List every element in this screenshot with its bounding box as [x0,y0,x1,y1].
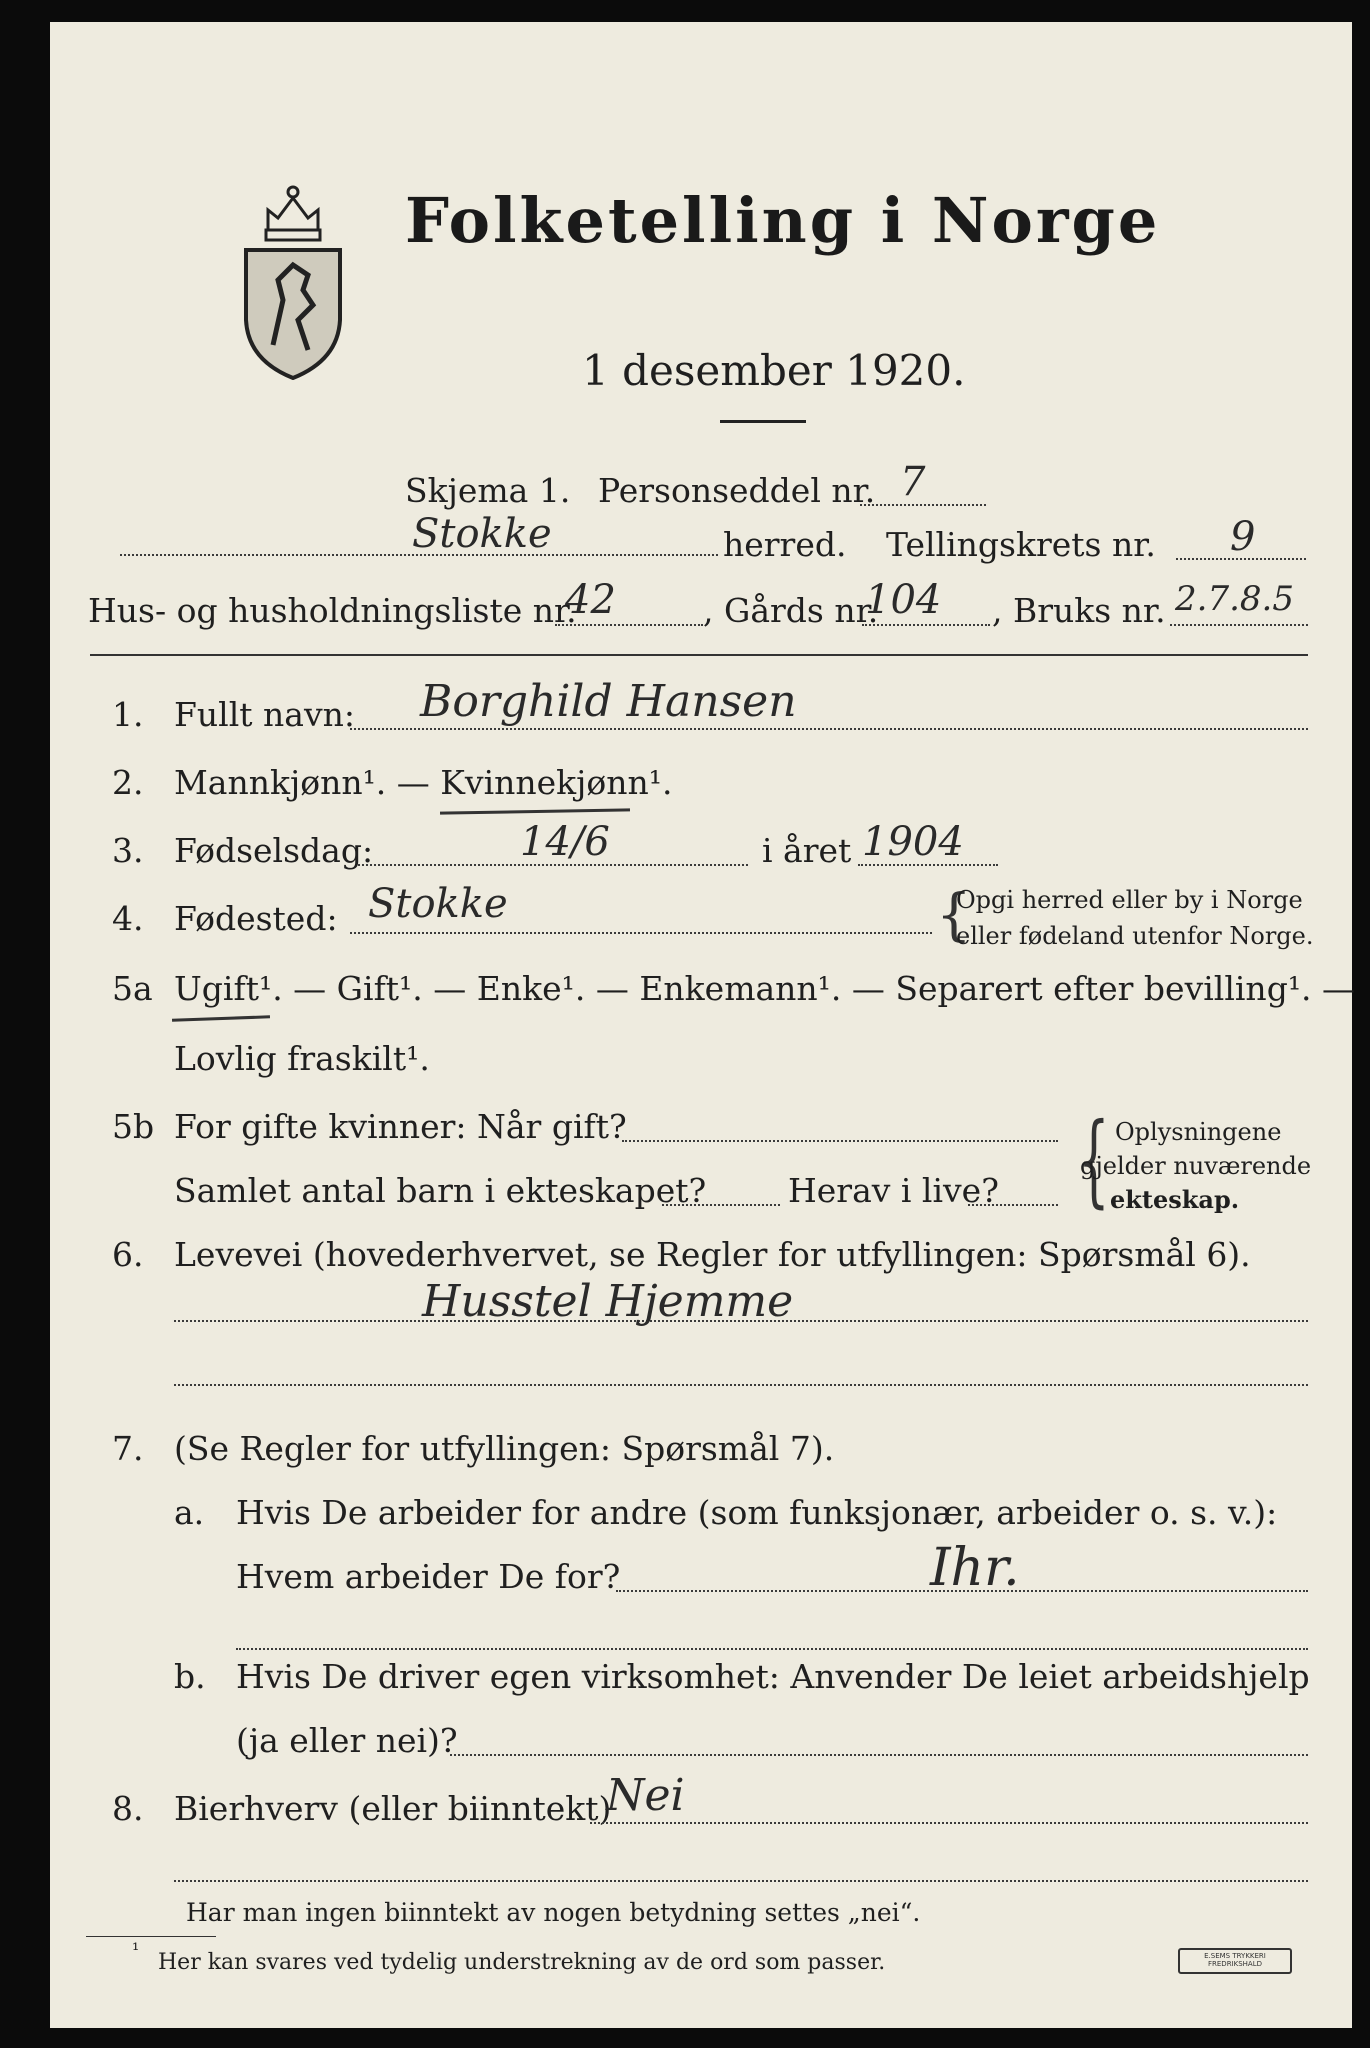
q2-number: 2. [112,763,144,802]
norwegian-coat-of-arms-icon [238,180,348,380]
q3-label: Fødselsdag: [174,831,374,870]
gards-value: 104 [865,577,942,623]
q4-note-line2: eller fødeland utenfor Norge. [956,922,1314,950]
q4-note-line1: Opgi herred eller by i Norge [956,886,1303,914]
q7a-letter: a. [174,1493,205,1532]
gards-label: , Gårds nr. [703,591,879,630]
q7a-label: Hvis De arbeider for andre (som funksjonær, arbeider o. s. v.): [236,1493,1278,1532]
personseddel-label: Personseddel nr. [598,471,876,510]
q5b-label-line3: Herav i live? [788,1171,999,1210]
birth-year-value: 1904 [862,819,964,865]
q3-year-label: i året [762,831,852,870]
census-date: 1 desember 1920. [582,346,966,395]
occupation-field-line2[interactable] [174,1384,1308,1386]
schema-label: Skjema 1. [405,471,571,510]
q5a-number: 5a [112,969,153,1008]
q1-label: Fullt navn: [174,695,355,734]
q4-label: Fødested: [174,899,338,938]
footnote-rule [86,1936,216,1937]
footer-note: Har man ingen biinntekt av nogen betydning settes „nei“. [186,1898,921,1927]
q7a-label-line2: Hvem arbeider De for? [236,1557,621,1596]
q5b-label-line2: Samlet antal barn i ekteskapet? [174,1171,707,1210]
page-title: Folketelling i Norge [405,184,1161,257]
herred-label: herred. [723,525,847,564]
q5b-note-line1: Oplysningene [1115,1118,1282,1146]
q5b-label: For gifte kvinner: Når gift? [174,1107,627,1146]
kvinnekjonn-underline [440,808,630,814]
printer-stamp [1178,1948,1292,1974]
printer-stamp-text: E.SEMS TRYKKERI FREDRIKSHALD [1204,1952,1266,1968]
q6-label: Levevei (hovederhvervet, se Regler for utfyllingen: Spørsmål 6). [174,1235,1251,1274]
birthplace-value: Stokke [368,881,508,927]
full-name-value: Borghild Hansen [420,676,797,727]
bruks-label: , Bruks nr. [992,591,1166,630]
side-income-value: Nei [606,1770,685,1821]
employer-value: Ihr. [930,1538,1020,1598]
q8-number: 8. [112,1789,144,1828]
birthday-value: 14/6 [520,819,610,865]
occupation-value: Husstel Hjemme [422,1276,794,1327]
q5a-label-line2: Lovlig fraskilt¹. [174,1039,430,1078]
hired-help-field[interactable] [450,1754,1308,1756]
full-name-field[interactable] [350,728,1308,730]
husliste-field[interactable] [555,624,703,626]
title-divider [720,420,806,423]
tellingskrets-value: 9 [1230,514,1256,560]
ugift-underline [172,1015,270,1021]
side-income-field[interactable] [590,1822,1308,1824]
census-form-sheet [50,22,1356,2028]
children-count-field[interactable] [662,1204,780,1206]
personseddel-value: 7 [900,459,926,505]
q7-number: 7. [112,1429,144,1468]
q7b-label-line2: (ja eller nei)? [236,1721,458,1760]
q7-label: (Se Regler for utfyllingen: Spørsmål 7). [174,1429,835,1468]
herred-value: Stokke [412,511,552,557]
q5a-label: Ugift¹. — Gift¹. — Enke¹. — Enkemann¹. — Separert efter bevilling¹. — [174,969,1356,1008]
q5b-brace: { [1077,1101,1110,1218]
q6-number: 6. [112,1235,144,1274]
header-rule [90,654,1308,656]
children-alive-field[interactable] [968,1204,1058,1206]
q5b-number: 5b [112,1107,155,1146]
husliste-value: 42 [565,577,616,623]
side-income-field-line2[interactable] [174,1880,1308,1882]
bruks-value: 2.7.8.5 [1175,579,1294,619]
q7b-label: Hvis De driver egen virksomhet: Anvender De leiet arbeidshjelp [236,1657,1310,1696]
q5b-note-line2: gjelder nuværende [1080,1152,1312,1180]
q7b-letter: b. [174,1657,206,1696]
birthplace-field[interactable] [350,932,932,934]
husliste-label: Hus- og husholdningsliste nr. [88,591,577,630]
footnote-mark: ¹ [132,1940,140,1961]
married-date-field[interactable] [622,1140,1058,1142]
q4-brace: { [936,883,972,948]
q2-label: Mannkjønn¹. — Kvinnekjønn¹. [174,763,673,802]
q8-label: Bierhverv (eller biinntekt) [174,1789,612,1828]
employer-field-line2[interactable] [236,1648,1308,1650]
q3-number: 3. [112,831,144,870]
q5b-note-line3: ekteskap. [1110,1185,1240,1214]
footnote: Her kan svares ved tydelig understrekning av de ord som passer. [158,1950,886,1975]
tellingskrets-label: Tellingskrets nr. [886,525,1156,564]
bruks-field[interactable] [1170,624,1308,626]
q4-number: 4. [112,899,144,938]
gards-field[interactable] [862,624,990,626]
q1-number: 1. [112,695,144,734]
